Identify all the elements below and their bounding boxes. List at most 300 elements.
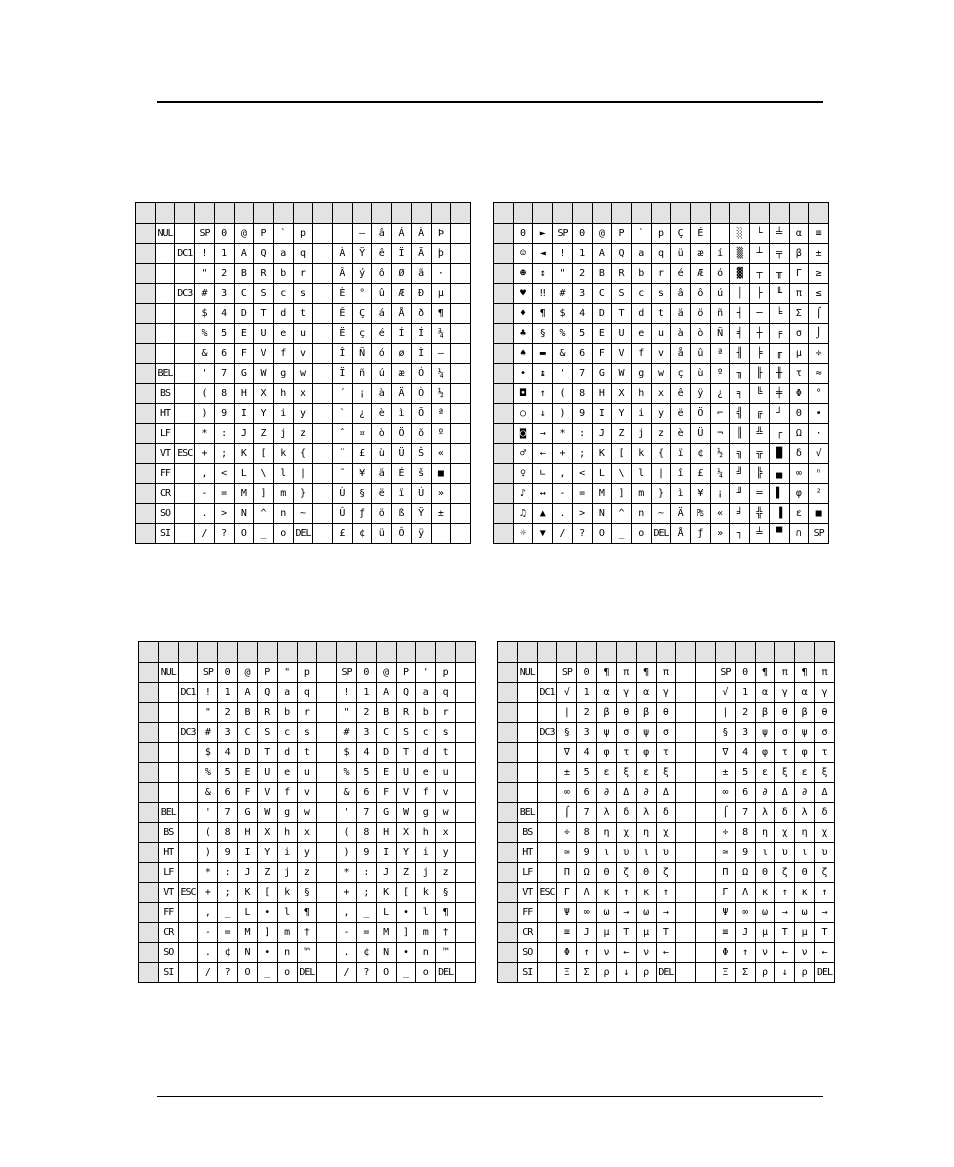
- char-cell: ζ: [775, 863, 795, 883]
- char-cell: [178, 843, 198, 863]
- char-cell: ☺: [513, 244, 533, 264]
- char-cell: υ: [656, 843, 676, 863]
- char-cell: [676, 783, 696, 803]
- char-cell: ": [337, 703, 357, 723]
- char-cell: Σ: [789, 304, 809, 324]
- char-cell: 1: [356, 683, 376, 703]
- char-cell: ^: [612, 504, 632, 524]
- char-cell: ▬: [533, 344, 553, 364]
- char-cell: l: [273, 464, 293, 484]
- char-cell: @: [592, 224, 612, 244]
- char-cell: [676, 863, 696, 883]
- char-cell: ∞: [715, 783, 735, 803]
- char-cell: ╧: [769, 224, 789, 244]
- char-cell: ╠: [750, 464, 770, 484]
- row-header-cell: [498, 723, 518, 743]
- char-cell: ¼: [431, 364, 451, 384]
- char-cell: ï: [392, 484, 412, 504]
- char-cell: ↔: [533, 484, 553, 504]
- char-cell: ╒: [769, 324, 789, 344]
- row-header-cell: [494, 504, 514, 524]
- char-cell: [175, 324, 195, 344]
- char-cell: [676, 883, 696, 903]
- char-cell: ´: [333, 384, 353, 404]
- char-cell: !: [195, 244, 215, 264]
- char-cell: VT: [155, 444, 175, 464]
- char-cell: Δ: [616, 783, 636, 803]
- char-cell: ε: [636, 763, 656, 783]
- char-cell: ║: [730, 424, 750, 444]
- char-cell: X: [257, 823, 277, 843]
- char-cell: α: [597, 683, 617, 703]
- char-cell: [517, 703, 537, 723]
- char-cell: FF: [155, 464, 175, 484]
- char-cell: θ: [815, 703, 835, 723]
- char-cell: DC1: [537, 683, 557, 703]
- char-cell: ê: [671, 384, 691, 404]
- char-cell: [313, 384, 333, 404]
- table-row: [498, 743, 835, 763]
- char-cell: DC3: [537, 723, 557, 743]
- char-cell: ù: [691, 364, 711, 384]
- char-cell: è: [372, 404, 392, 424]
- char-cell: Ξ: [715, 963, 735, 983]
- row-header-cell: [498, 903, 518, 923]
- char-cell: ˆ: [333, 424, 353, 444]
- char-cell: [537, 663, 557, 683]
- char-cell: [313, 244, 333, 264]
- char-cell: 5: [218, 763, 238, 783]
- char-cell: B: [238, 703, 258, 723]
- char-cell: Æ: [691, 264, 711, 284]
- row-header-cell: [136, 364, 156, 384]
- char-cell: 8: [572, 384, 592, 404]
- char-cell: [175, 264, 195, 284]
- column-header-cell: [451, 203, 471, 224]
- row-header-cell: [498, 743, 518, 763]
- char-cell: P: [396, 663, 416, 683]
- char-cell: {: [651, 444, 671, 464]
- char-cell: [456, 943, 476, 963]
- char-cell: h: [273, 384, 293, 404]
- char-cell: ¶: [795, 663, 815, 683]
- char-table-4: [497, 641, 835, 983]
- char-cell: [696, 683, 716, 703]
- char-cell: *: [198, 863, 218, 883]
- char-cell: |: [715, 703, 735, 723]
- char-cell: ~: [651, 504, 671, 524]
- char-cell: λ: [636, 803, 656, 823]
- char-cell: 3: [572, 284, 592, 304]
- char-cell: [317, 943, 337, 963]
- char-cell: υ: [616, 843, 636, 863]
- char-cell: •: [257, 943, 277, 963]
- char-cell: Ä: [392, 384, 412, 404]
- char-cell: U: [257, 763, 277, 783]
- char-cell: ─: [750, 304, 770, 324]
- char-cell: 6: [577, 783, 597, 803]
- char-table-2: [493, 202, 829, 544]
- char-cell: SI: [155, 524, 175, 544]
- char-cell: š: [411, 464, 431, 484]
- char-cell: ESC: [178, 883, 198, 903]
- char-cell: BS: [155, 384, 175, 404]
- char-cell: ≡: [809, 224, 829, 244]
- table-row: [139, 863, 476, 883]
- char-cell: Γ: [557, 883, 577, 903]
- char-cell: O: [234, 524, 254, 544]
- row-header-cell: [139, 743, 159, 763]
- row-header-cell: [139, 903, 159, 923]
- char-cell: ↑: [533, 384, 553, 404]
- column-header-cell: [636, 642, 656, 663]
- char-cell: λ: [755, 803, 775, 823]
- table-row: [139, 883, 476, 903]
- table-row: [136, 524, 471, 544]
- char-cell: ó: [372, 344, 392, 364]
- char-cell: T: [257, 743, 277, 763]
- char-cell: #: [195, 284, 215, 304]
- column-header-cell: [533, 203, 553, 224]
- char-cell: ): [337, 843, 357, 863]
- column-header-cell: [195, 203, 215, 224]
- char-cell: »: [431, 484, 451, 504]
- row-header-cell: [136, 304, 156, 324]
- char-table-3: [138, 641, 476, 983]
- table-row: [494, 324, 829, 344]
- char-cell: ESC: [537, 883, 557, 903]
- char-cell: J: [592, 424, 612, 444]
- char-cell: T: [612, 304, 632, 324]
- char-cell: κ: [636, 883, 656, 903]
- char-cell: ±: [809, 244, 829, 264]
- char-cell: BS: [158, 823, 178, 843]
- char-cell: γ: [815, 683, 835, 703]
- char-cell: m: [277, 923, 297, 943]
- row-header-cell: [494, 424, 514, 444]
- char-cell: [456, 963, 476, 983]
- char-cell: [313, 504, 333, 524]
- char-cell: [178, 963, 198, 983]
- column-header-cell: [517, 642, 537, 663]
- row-header-cell: [136, 264, 156, 284]
- char-cell: E: [376, 763, 396, 783]
- char-cell: ™: [297, 943, 317, 963]
- char-cell: [537, 803, 557, 823]
- char-cell: 1: [572, 244, 592, 264]
- char-cell: █: [769, 444, 789, 464]
- char-cell: ô: [372, 264, 392, 284]
- char-cell: SO: [517, 943, 537, 963]
- char-cell: φ: [636, 743, 656, 763]
- char-cell: ρ: [597, 963, 617, 983]
- char-cell: [517, 683, 537, 703]
- char-cell: [451, 484, 471, 504]
- char-cell: ¬: [710, 424, 730, 444]
- char-cell: H: [376, 823, 396, 843]
- char-cell: n: [277, 943, 297, 963]
- char-cell: ±: [557, 763, 577, 783]
- table-row: [494, 264, 829, 284]
- char-cell: |: [557, 703, 577, 723]
- char-cell: ω: [795, 903, 815, 923]
- char-cell: [517, 783, 537, 803]
- char-cell: $: [198, 743, 218, 763]
- char-cell: ╖: [730, 364, 750, 384]
- char-cell: :: [572, 424, 592, 444]
- char-cell: ≥: [809, 264, 829, 284]
- char-cell: @: [238, 663, 258, 683]
- char-cell: μ: [795, 923, 815, 943]
- char-cell: y: [436, 843, 456, 863]
- char-cell: ∂: [795, 783, 815, 803]
- char-cell: ╦: [750, 444, 770, 464]
- char-cell: ∞: [557, 783, 577, 803]
- char-cell: [451, 244, 471, 264]
- char-cell: μ: [597, 923, 617, 943]
- column-header-cell: [651, 203, 671, 224]
- char-cell: ▄: [769, 464, 789, 484]
- table-row: [498, 723, 835, 743]
- char-cell: δ: [616, 803, 636, 823]
- char-cell: •: [396, 903, 416, 923]
- char-cell: J: [238, 863, 258, 883]
- char-cell: =: [356, 923, 376, 943]
- char-cell: 5: [356, 763, 376, 783]
- char-cell: [456, 723, 476, 743]
- char-cell: FF: [158, 903, 178, 923]
- char-cell: ξ: [815, 763, 835, 783]
- char-cell: A: [592, 244, 612, 264]
- char-cell: •: [513, 364, 533, 384]
- char-cell: χ: [775, 823, 795, 843]
- char-cell: [333, 224, 353, 244]
- char-cell: 5: [572, 324, 592, 344]
- char-cell: ♫: [513, 504, 533, 524]
- char-cell: [537, 743, 557, 763]
- char-cell: 3: [218, 723, 238, 743]
- char-cell: î: [671, 464, 691, 484]
- row-header-cell: [139, 663, 159, 683]
- char-cell: [178, 923, 198, 943]
- char-cell: ü: [671, 244, 691, 264]
- char-cell: ò: [691, 324, 711, 344]
- char-cell: ;: [218, 883, 238, 903]
- char-cell: º: [431, 424, 451, 444]
- char-cell: u: [436, 763, 456, 783]
- char-cell: [313, 284, 333, 304]
- char-cell: [696, 863, 716, 883]
- char-cell: SP: [195, 224, 215, 244]
- char-cell: ≃: [557, 843, 577, 863]
- table-row: [494, 224, 829, 244]
- char-cell: [313, 524, 333, 544]
- char-cell: ▼: [533, 524, 553, 544]
- char-cell: ┬: [750, 264, 770, 284]
- row-header-cell: [136, 504, 156, 524]
- char-cell: [696, 823, 716, 843]
- char-cell: ╗: [730, 444, 750, 464]
- char-cell: »: [710, 524, 730, 544]
- char-cell: α: [755, 683, 775, 703]
- char-cell: 7: [214, 364, 234, 384]
- column-header-cell: [572, 203, 592, 224]
- char-cell: 8: [735, 823, 755, 843]
- char-cell: [317, 803, 337, 823]
- char-cell: a: [631, 244, 651, 264]
- char-cell: ∞: [789, 464, 809, 484]
- char-cell: ¿: [352, 404, 372, 424]
- table-row: [136, 344, 471, 364]
- char-cell: 6: [214, 344, 234, 364]
- char-cell: J: [376, 863, 396, 883]
- char-cell: 5: [577, 763, 597, 783]
- char-cell: 0: [214, 224, 234, 244]
- row-header-cell: [136, 344, 156, 364]
- char-cell: ;: [572, 444, 592, 464]
- char-cell: ╩: [750, 424, 770, 444]
- char-cell: γ: [656, 683, 676, 703]
- row-header-cell: [136, 324, 156, 344]
- char-cell: a: [273, 244, 293, 264]
- char-cell: Z: [257, 863, 277, 883]
- char-cell: θ: [775, 703, 795, 723]
- char-cell: [696, 883, 716, 903]
- char-cell: ≡: [557, 923, 577, 943]
- char-cell: T: [396, 743, 416, 763]
- char-cell: [155, 284, 175, 304]
- row-header-cell: [494, 444, 514, 464]
- char-cell: κ: [795, 883, 815, 903]
- char-cell: _: [254, 524, 274, 544]
- char-cell: N: [234, 504, 254, 524]
- char-cell: :: [356, 863, 376, 883]
- char-cell: F: [376, 783, 396, 803]
- char-cell: α: [795, 683, 815, 703]
- char-cell: [456, 863, 476, 883]
- char-cell: [451, 224, 471, 244]
- column-header-cell: [178, 642, 198, 663]
- char-cell: ↑: [616, 883, 636, 903]
- char-cell: ¢: [352, 524, 372, 544]
- char-cell: [676, 843, 696, 863]
- char-cell: [451, 264, 471, 284]
- row-header-cell: [498, 763, 518, 783]
- char-cell: ,: [195, 464, 215, 484]
- char-cell: j: [631, 424, 651, 444]
- char-cell: [696, 703, 716, 723]
- char-cell: ω: [636, 903, 656, 923]
- char-cell: R: [396, 703, 416, 723]
- char-cell: ^: [254, 504, 274, 524]
- char-cell: ╡: [730, 324, 750, 344]
- char-cell: HT: [517, 843, 537, 863]
- table-row: [498, 863, 835, 883]
- char-cell: Δ: [656, 783, 676, 803]
- char-cell: Ü: [392, 444, 412, 464]
- char-cell: ý: [352, 264, 372, 284]
- table-row: [494, 364, 829, 384]
- table-row: [139, 723, 476, 743]
- char-cell: [175, 304, 195, 324]
- char-cell: A: [234, 244, 254, 264]
- header-rule: [157, 101, 823, 103]
- column-header-cell: [277, 642, 297, 663]
- char-cell: NUL: [517, 663, 537, 683]
- char-cell: &: [337, 783, 357, 803]
- char-cell: [155, 324, 175, 344]
- char-cell: π: [789, 284, 809, 304]
- char-cell: [175, 524, 195, 544]
- char-cell: [517, 743, 537, 763]
- row-header-cell: [136, 524, 156, 544]
- char-cell: [676, 723, 696, 743]
- char-cell: É: [392, 464, 412, 484]
- char-cell: v: [293, 344, 313, 364]
- char-cell: I: [234, 404, 254, 424]
- char-cell: \: [612, 464, 632, 484]
- char-cell: %: [195, 324, 215, 344]
- char-cell: ): [195, 404, 215, 424]
- char-cell: Ì: [411, 344, 431, 364]
- column-header-cell: [175, 203, 195, 224]
- char-cell: SP: [553, 224, 573, 244]
- char-cell: ¥: [352, 464, 372, 484]
- char-cell: £: [691, 464, 711, 484]
- char-cell: z: [297, 863, 317, 883]
- char-cell: :: [214, 424, 234, 444]
- char-cell: —: [352, 224, 372, 244]
- char-cell: VT: [517, 883, 537, 903]
- row-header-cell: [498, 683, 518, 703]
- char-cell: [313, 364, 333, 384]
- char-cell: D: [592, 304, 612, 324]
- row-header-cell: [498, 663, 518, 683]
- char-cell: η: [636, 823, 656, 843]
- table-row: [139, 843, 476, 863]
- row-header-cell: [494, 384, 514, 404]
- char-cell: φ: [597, 743, 617, 763]
- char-cell: †: [436, 923, 456, 943]
- char-cell: BEL: [158, 803, 178, 823]
- char-cell: K: [376, 883, 396, 903]
- char-cell: Φ: [557, 943, 577, 963]
- char-cell: v: [436, 783, 456, 803]
- char-cell: Â: [333, 264, 353, 284]
- char-cell: *: [337, 863, 357, 883]
- footer-rule: [157, 1096, 823, 1097]
- char-cell: [451, 464, 471, 484]
- char-cell: θ: [656, 703, 676, 723]
- char-cell: G: [238, 803, 258, 823]
- column-header-cell: [715, 642, 735, 663]
- char-cell: ã: [411, 264, 431, 284]
- char-cell: ╚: [750, 384, 770, 404]
- column-header-cell: [456, 642, 476, 663]
- row-header-cell: [139, 963, 159, 983]
- char-cell: O: [592, 524, 612, 544]
- char-cell: 3: [577, 723, 597, 743]
- table-row: [139, 803, 476, 823]
- char-cell: ;: [356, 883, 376, 903]
- char-cell: û: [691, 344, 711, 364]
- char-cell: ═: [750, 484, 770, 504]
- char-cell: ¡: [352, 384, 372, 404]
- char-cell: ö: [691, 304, 711, 324]
- char-cell: m: [631, 484, 651, 504]
- char-cell: ↑: [656, 883, 676, 903]
- char-cell: [696, 843, 716, 863]
